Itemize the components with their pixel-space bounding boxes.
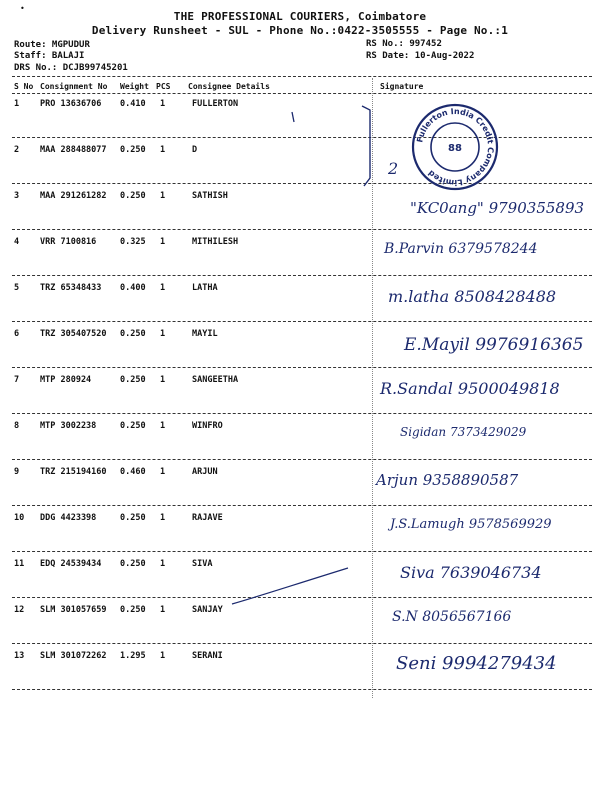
- row-weight: 0.250: [120, 559, 146, 569]
- row-sno: 4: [14, 237, 20, 247]
- row-sno: 1: [14, 99, 20, 109]
- row-consignment-no: VRR 7100816: [40, 237, 97, 247]
- row-separator: [12, 689, 592, 690]
- row-consignee: MITHILESH: [192, 237, 239, 247]
- row-pcs: 1: [160, 99, 166, 109]
- row-consignee: SANJAY: [192, 605, 223, 615]
- table-row: [0, 651, 600, 697]
- row-signature: "KC0ang" 9790355893: [410, 199, 585, 217]
- row-sno: 12: [14, 605, 25, 615]
- table-row: [0, 513, 600, 559]
- rs-number: RS No.: 997452: [366, 39, 442, 49]
- row-weight: 0.250: [120, 145, 146, 155]
- row-consignment-no: SLM 301057659: [40, 605, 107, 615]
- col-signature: Signature: [380, 82, 424, 91]
- row-sno: 8: [14, 421, 20, 431]
- row-pcs: 1: [160, 421, 166, 431]
- row-consignment-no: MTP 280924: [40, 375, 92, 385]
- row-consignee: SATHISH: [192, 191, 228, 201]
- row-pcs: 1: [160, 329, 166, 339]
- row-weight: 0.250: [120, 329, 146, 339]
- table-row: [0, 467, 600, 513]
- row-signature: Siva 7639046734: [400, 563, 542, 582]
- row-consignee: SERANI: [192, 651, 223, 661]
- company-title: THE PROFESSIONAL COURIERS, Coimbatore: [173, 10, 427, 23]
- row-pcs: 1: [160, 375, 166, 385]
- row-separator: [12, 551, 592, 552]
- row-signature: 2: [388, 159, 399, 178]
- row-signature: E.Mayil 9976916365: [404, 335, 584, 355]
- row-sno: 11: [14, 559, 25, 569]
- row-separator: [12, 459, 592, 460]
- row1-bracket-mark: [270, 98, 370, 188]
- row-sno: 13: [14, 651, 25, 661]
- col-sno: S No: [14, 82, 34, 91]
- row-consignment-no: MAA 291261282: [40, 191, 107, 201]
- row-consignment-no: SLM 301072262: [40, 651, 107, 661]
- row-signature: Sigidan 7373429029: [400, 425, 527, 439]
- row-weight: 0.400: [120, 283, 146, 293]
- row-consignment-no: DDG 4423398: [40, 513, 97, 523]
- row-weight: 0.250: [120, 605, 146, 615]
- table-row: [0, 329, 600, 375]
- col-consignment: Consignment No: [40, 82, 108, 91]
- table-row: [0, 605, 600, 651]
- row-signature: S.N 8056567166: [392, 609, 512, 625]
- row-sno: 2: [14, 145, 20, 155]
- row-weight: 0.250: [120, 421, 146, 431]
- row-consignment-no: EDQ 24539434: [40, 559, 102, 569]
- row-consignment-no: MAA 288488077: [40, 145, 107, 155]
- row-pcs: 1: [160, 237, 166, 247]
- row-consignee: SIVA: [192, 559, 213, 569]
- row-consignment-no: MTP 3002238: [40, 421, 97, 431]
- row-separator: [12, 505, 592, 506]
- company-stamp: [410, 102, 500, 192]
- rs-date: RS Date: 10-Aug-2022: [366, 51, 475, 61]
- table-row: [0, 421, 600, 467]
- route-label: Route: MGPUDUR: [14, 40, 90, 50]
- row-pcs: 1: [160, 605, 166, 615]
- svg-text:Fullerton India Credit Company: Fullerton India Credit Company Limited: [415, 106, 496, 188]
- row-pcs: 1: [160, 559, 166, 569]
- row-weight: 0.250: [120, 513, 146, 523]
- header-bottom-rule: [12, 93, 592, 94]
- row-sno: 5: [14, 283, 20, 293]
- row-consignee: MAYIL: [192, 329, 218, 339]
- row-consignment-no: TRZ 65348433: [40, 283, 102, 293]
- drs-number: DRS No.: DCJB99745201: [14, 63, 128, 73]
- row-pcs: 1: [160, 283, 166, 293]
- row-weight: 0.460: [120, 467, 146, 477]
- runsheet-subtitle: Delivery Runsheet - SUL - Phone No.:0422-3505555 - Page No.:1: [91, 24, 509, 37]
- row-separator: [12, 413, 592, 414]
- row-pcs: 1: [160, 145, 166, 155]
- row-weight: 0.325: [120, 237, 146, 247]
- row-consignee: ARJUN: [192, 467, 218, 477]
- row-weight: 0.250: [120, 375, 146, 385]
- row-pcs: 1: [160, 513, 166, 523]
- row-consignee: LATHA: [192, 283, 218, 293]
- col-pcs: PCS: [156, 82, 171, 91]
- row-signature: Seni 9994279434: [396, 653, 557, 674]
- row-pcs: 1: [160, 651, 166, 661]
- table-row: [0, 237, 600, 283]
- row-sno: 10: [14, 513, 25, 523]
- col-weight: Weight: [120, 82, 149, 91]
- row-consignee: SANGEETHA: [192, 375, 239, 385]
- row-consignee: RAJAVE: [192, 513, 223, 523]
- svg-text:88: 88: [448, 143, 462, 154]
- row-consignee: D: [192, 145, 198, 155]
- row-consignment-no: TRZ 215194160: [40, 467, 107, 477]
- row-weight: 1.295: [120, 651, 146, 661]
- row-consignee: FULLERTON: [192, 99, 239, 109]
- row-consignee: WINFRO: [192, 421, 223, 431]
- row-separator: [12, 643, 592, 644]
- row-separator: [12, 321, 592, 322]
- row-pcs: 1: [160, 467, 166, 477]
- row-signature: m.latha 8508428488: [388, 287, 557, 306]
- header-top-rule: [12, 76, 592, 77]
- row-sno: 3: [14, 191, 20, 201]
- table-row: [0, 191, 600, 237]
- row-sno: 6: [14, 329, 20, 339]
- table-row: [0, 283, 600, 329]
- pen-stroke: [230, 566, 350, 606]
- row-separator: [12, 229, 592, 230]
- row-sno: 7: [14, 375, 20, 385]
- staff-label: Staff: BALAJI: [14, 51, 85, 61]
- row-signature: R.Sandal 9500049818: [380, 379, 560, 398]
- row-signature: Arjun 9358890587: [376, 471, 519, 489]
- row-separator: [12, 367, 592, 368]
- row-weight: 0.250: [120, 191, 146, 201]
- row-consignment-no: PRO 13636706: [40, 99, 102, 109]
- col-consignee: Consignee Details: [188, 82, 270, 91]
- row-consignment-no: TRZ 305407520: [40, 329, 107, 339]
- row-signature: J.S.Lamugh 9578569929: [390, 517, 552, 532]
- row-separator: [12, 275, 592, 276]
- row-pcs: 1: [160, 191, 166, 201]
- row-sno: 9: [14, 467, 20, 477]
- row-signature: B.Parvin 6379578244: [384, 241, 538, 257]
- row-weight: 0.410: [120, 99, 146, 109]
- table-row: [0, 375, 600, 421]
- corner-mark: •: [20, 4, 25, 13]
